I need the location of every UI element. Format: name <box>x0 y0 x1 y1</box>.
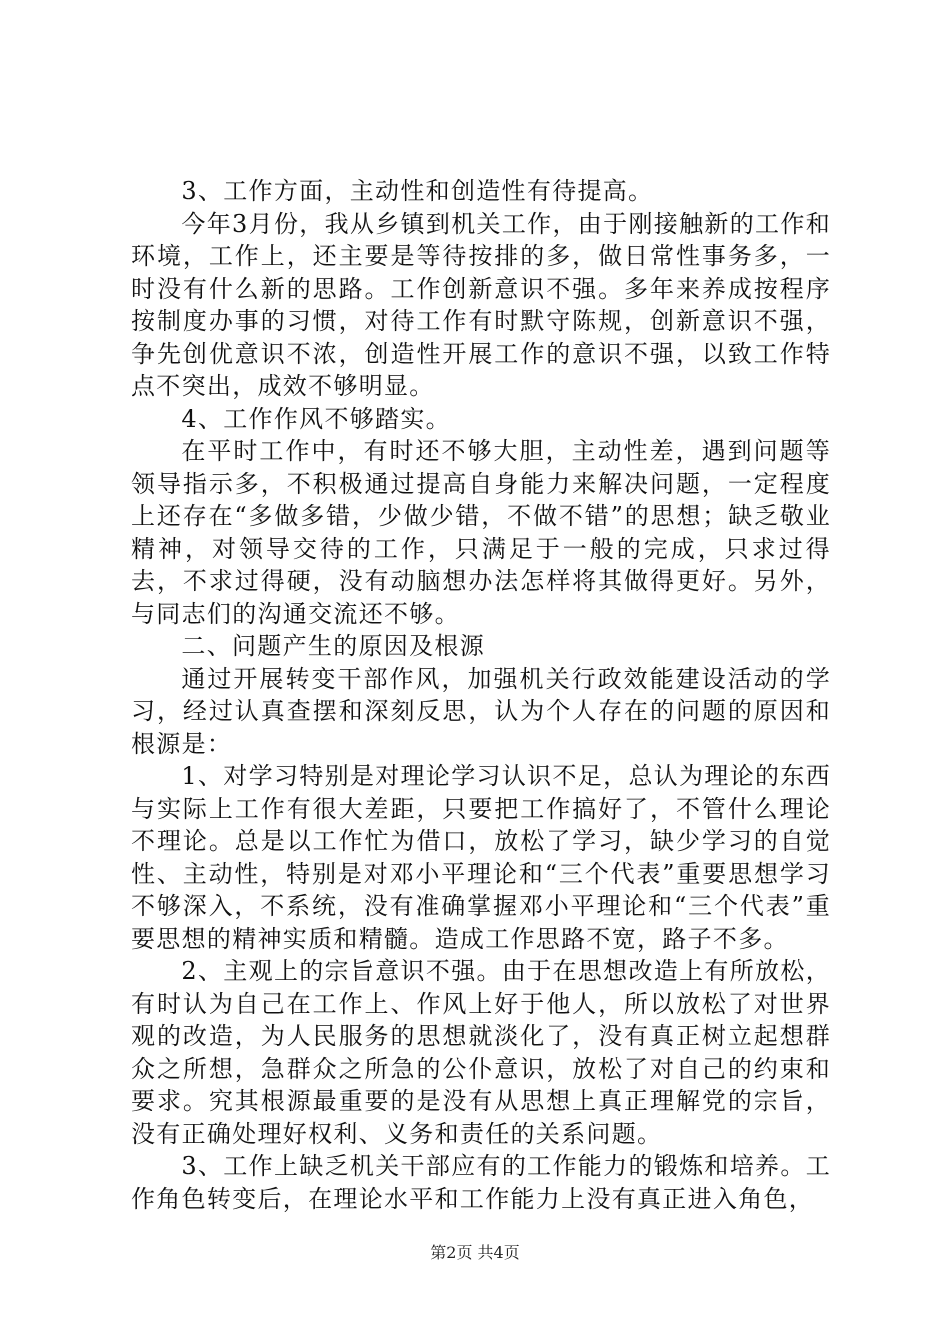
page-number-footer: 第2页 共4页 <box>430 1243 520 1262</box>
paragraph-work-initiative-detail: 今年3月份，我从乡镇到机关工作，由于刚接触新的工作和环境，工作上，还主要是等待按排的多，做日常性事务多，一时没有什么新的思路。工作创新意识不强。多年来养成按程序按制度办事的习惯，对待工作有时默守陈规，创新意识不强，争先创优意识不浓，创造性开展工作的意识不强，以致工作特点不突出，成效不够明显。 <box>131 209 831 400</box>
paragraph-cause-purpose: 2、主观上的宗旨意识不强。由于在思想改造上有所放松，有时认为自己在工作上、作风上好于他人，所以放松了对世界观的改造，为人民服务的思想就淡化了，没有真正树立起想群众之所想，急群众之所急的公仆意识，放松了对自己的约束和要求。究其根源最重要的是没有从思想上真正理解党的宗旨，没有正确处理好权利、义务和责任的关系问题。 <box>131 957 831 1148</box>
paragraph-work-style-detail: 在平时工作中，有时还不够大胆，主动性差，遇到问题等领导指示多，不积极通过提高自身能力来解决问题，一定程度上还存在“多做多错，少做少错，不做不错”的思想；缺乏敬业精神，对领导交待的工作，只满足于一般的完成，只求过得去，不求过得硬，没有动脑想办法怎样将其做得更好。另外，与同志们的沟通交流还不够。 <box>131 437 831 628</box>
section-heading-causes: 二、问题产生的原因及根源 <box>181 632 485 660</box>
paragraph-cause-ability: 3、工作上缺乏机关干部应有的工作能力的锻炼和培养。工作角色转变后，在理论水平和工作能力上没有真正进入角色， <box>131 1152 831 1213</box>
document-body <box>131 175 831 1215</box>
paragraph-cause-study: 1、对学习特别是对理论学习认识不足，总认为理论的东西与实际上工作有很大差距，只要把工作搞好了，不管什么理论不理论。总是以工作忙为借口，放松了学习，缺少学习的自觉性、主动性，特别是对邓小平理论和“三个代表”重要思想学习不够深入，不系统，没有准确掌握邓小平理论和“三个代表”重要思想的精神实质和精髓。造成工作思路不宽，路子不多。 <box>131 762 831 953</box>
paragraph-work-style-heading: 4、工作作风不够踏实。 <box>181 404 451 433</box>
paragraph-work-initiative-heading: 3、工作方面，主动性和创造性有待提高。 <box>181 177 654 205</box>
paragraph-causes-intro: 通过开展转变干部作风，加强机关行政效能建设活动的学习，经过认真查摆和深刻反思，认为个人存在的问题的原因和根源是： <box>131 664 831 758</box>
